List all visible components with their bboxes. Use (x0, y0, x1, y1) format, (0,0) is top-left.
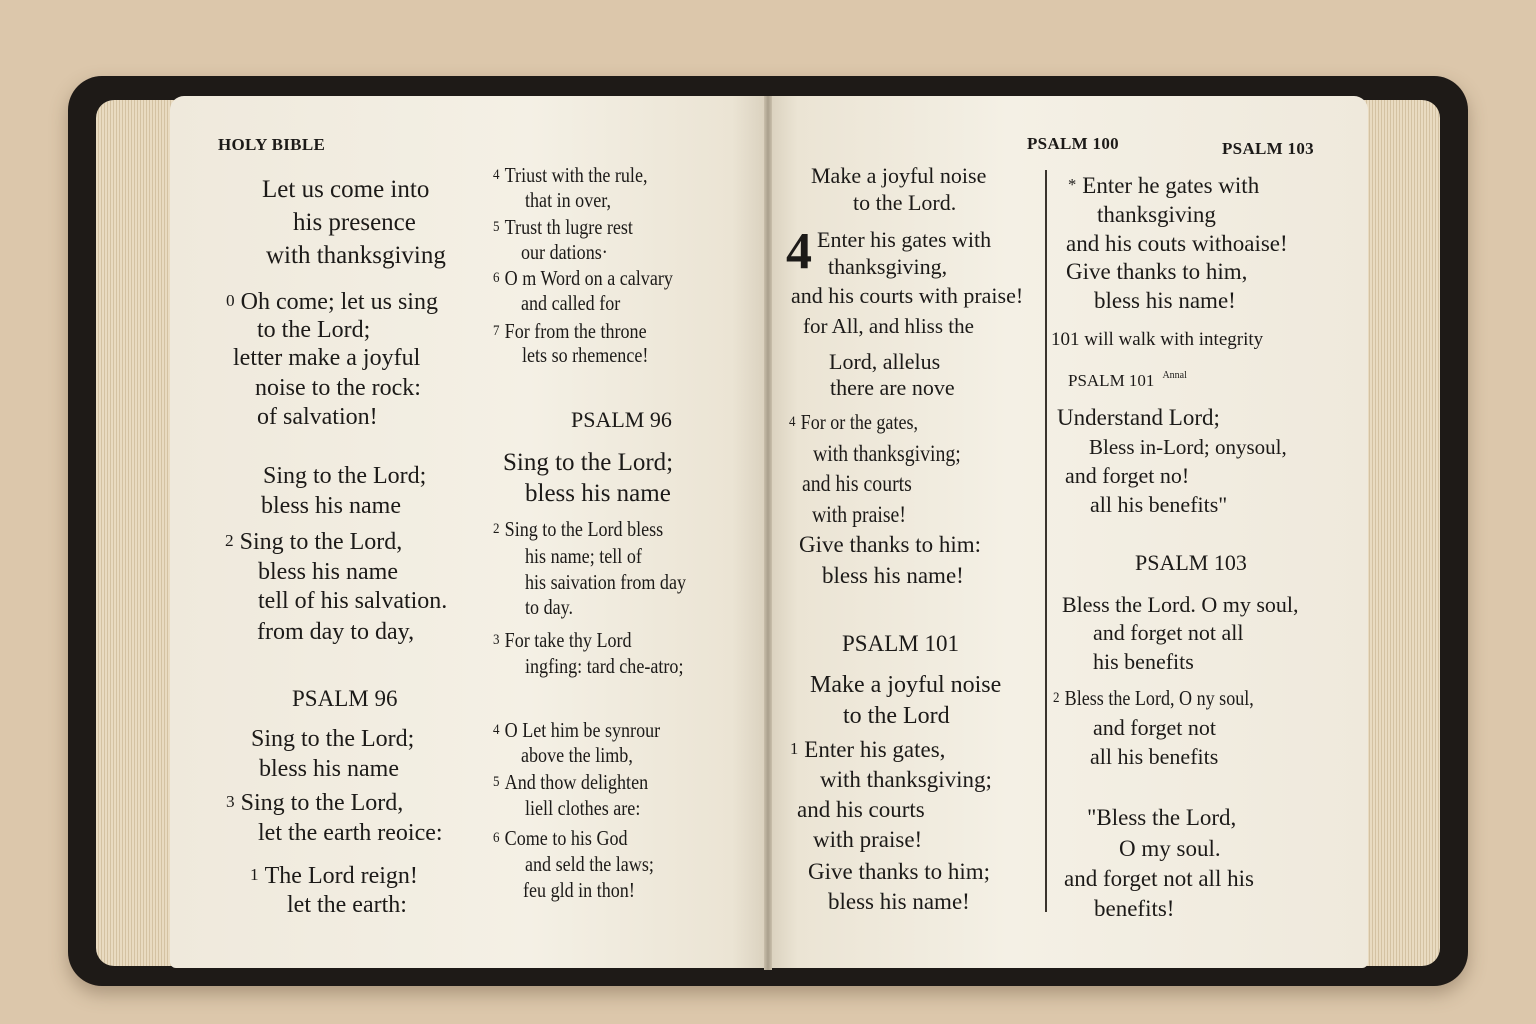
verse-text: Bless the Lord, O ny soul, (1064, 686, 1254, 710)
verse-line (525, 798, 640, 819)
verse-text: bless his name! (1094, 288, 1236, 313)
verse-text: Trust th lugre rest (504, 215, 633, 239)
verse-number: 1 (250, 864, 259, 884)
verse-text: let the earth: (287, 892, 407, 918)
verse-number: 3 (226, 791, 235, 811)
verse-number: * (1068, 174, 1077, 194)
verse-line (226, 791, 403, 815)
verse-text: Come to his God (504, 826, 628, 850)
verse-text: his saivation from day (525, 570, 687, 594)
verse-text: Enter his gates, (804, 737, 946, 762)
verse-text: all his benefits (1090, 744, 1219, 769)
verse-text: above the limb, (521, 743, 633, 767)
verse-text: Give thanks to him: (799, 532, 982, 557)
verse-text: Enter his gates with (817, 227, 992, 252)
verse-number: 0 (226, 290, 235, 310)
verse-line (503, 450, 673, 475)
verse-number: 3 (493, 631, 500, 648)
verse-line (1057, 406, 1220, 429)
verse-line (525, 572, 686, 593)
verse-line (523, 880, 635, 901)
verse-line (262, 177, 429, 202)
verse-line (817, 229, 991, 251)
verse-text: Sing to the Lord, (239, 529, 403, 555)
verse-line (258, 560, 398, 584)
verse-line (1051, 330, 1263, 349)
verse-line (1093, 622, 1244, 644)
verse-text: with thanksgiving; (813, 441, 961, 466)
verse-number: 5 (493, 218, 500, 235)
verse-number: 4 (493, 166, 500, 183)
verse-line (293, 210, 416, 235)
verse-number: 5 (493, 773, 500, 790)
verse-number: 7 (493, 322, 500, 339)
verse-line (790, 738, 945, 761)
heading-annotation: Annal (1162, 370, 1187, 381)
verse-text: Make a joyful noise (811, 163, 987, 188)
verse-text: noise to the rock: (255, 375, 421, 401)
verse-text: "Bless the Lord, (1087, 805, 1237, 830)
psalm-heading-text: PSALM 96 (292, 686, 398, 711)
verse-text: of salvation! (257, 404, 378, 430)
verse-text: from day to day, (257, 619, 415, 645)
verse-line (259, 757, 399, 781)
verse-line (820, 768, 992, 791)
verse-text: Triust with the rule, (504, 163, 648, 187)
verse-line (843, 704, 950, 728)
verse-text: Give thanks to him; (808, 859, 991, 884)
column-divider (1045, 170, 1047, 912)
verse-line (263, 464, 426, 488)
verse-text: Sing to the Lord; (251, 726, 415, 752)
verse-number: 6 (493, 269, 500, 286)
verse-text: bless his name (261, 493, 401, 519)
verse-line (493, 268, 673, 289)
verse-line (808, 860, 990, 883)
verse-text: let the earth reoice: (258, 820, 443, 846)
verse-text: 4 (786, 223, 812, 280)
verse-line (522, 345, 648, 366)
verse-text: Sing to the Lord; (503, 449, 674, 476)
verse-text: For from the throne (504, 319, 647, 343)
verse-text: bless his name (525, 480, 671, 507)
verse-line (287, 893, 407, 917)
running-header-psalm-100: PSALM 100 (1027, 134, 1119, 153)
verse-text: thanksgiving, (828, 254, 948, 279)
verse-line (1094, 289, 1236, 312)
verse-line (493, 772, 648, 793)
verse-line (828, 890, 970, 913)
verse-number: 2 (493, 520, 500, 537)
verse-text: and his courts (802, 471, 912, 496)
verse-text: ingfing: tard che-atro; (525, 654, 684, 678)
verse-line (1053, 688, 1254, 709)
psalm-heading-text: PSALM 103 (1135, 550, 1247, 575)
verse-text: bless his name (258, 559, 398, 585)
verse-text: liell clothes are: (525, 796, 641, 820)
verse-text: and forget no! (1065, 463, 1190, 488)
verse-text: The Lord reign! (264, 863, 418, 889)
psalm-heading (1068, 371, 1187, 389)
verse-line (493, 217, 633, 238)
verse-text: all his benefits" (1090, 492, 1228, 517)
verse-line (799, 533, 981, 556)
verse-line (791, 285, 1023, 307)
verse-text: to the Lord; (257, 317, 371, 343)
verse-line (797, 798, 925, 821)
verse-text: Make a joyful noise (810, 672, 1002, 698)
verse-text: his benefits (1093, 649, 1194, 674)
verse-text: and his courts with praise! (791, 283, 1024, 308)
verse-line (1093, 717, 1216, 739)
verse-text: O my soul. (1119, 836, 1221, 861)
verse-line (493, 630, 632, 651)
verse-text: our dations· (521, 240, 608, 264)
verse-text: O Let him be synrour (504, 718, 661, 742)
verse-line (1068, 174, 1259, 197)
verse-line (1097, 203, 1216, 226)
verse-line (261, 494, 401, 518)
verse-text: thanksgiving (1097, 202, 1216, 227)
verse-line (257, 318, 370, 342)
verse-number: 6 (493, 829, 500, 846)
verse-text: feu gld in thon! (523, 878, 635, 902)
verse-line (525, 546, 642, 567)
verse-line (233, 346, 420, 370)
verse-number: 2 (1053, 689, 1060, 706)
verse-text: Bless in-Lord; onysoul, (1089, 435, 1287, 459)
verse-text: Understand Lord; (1057, 405, 1220, 430)
verse-text: bless his name (259, 756, 399, 782)
verse-line (258, 821, 443, 845)
verse-line (810, 673, 1001, 697)
verse-line (1093, 651, 1194, 673)
running-header-psalm-103: PSALM 103 (1222, 139, 1314, 158)
verse-text: Enter he gates with (1082, 173, 1260, 198)
verse-text: his presence (293, 209, 416, 236)
verse-line (493, 828, 628, 849)
verse-line (853, 192, 956, 214)
verse-line (525, 481, 671, 506)
verse-line (493, 720, 660, 741)
psalm-heading (842, 632, 959, 655)
verse-text: with thanksgiving (266, 242, 446, 269)
verse-line (789, 412, 918, 433)
verse-line (493, 519, 663, 540)
verse-line (525, 190, 611, 211)
verse-line (813, 442, 961, 465)
verse-line (1090, 746, 1218, 768)
verse-line (257, 620, 414, 644)
verse-text: 101 will walk with integrity (1051, 329, 1264, 350)
verse-line (830, 377, 955, 399)
verse-line (266, 243, 446, 268)
verse-text: for All, and hliss the (803, 314, 974, 338)
verse-number: 1 (790, 738, 799, 758)
running-header-left: HOLY BIBLE (218, 135, 326, 154)
verse-line (812, 503, 906, 526)
verse-line (493, 321, 647, 342)
verse-text: Sing to the Lord, (240, 790, 404, 816)
verse-text: and his couts withoaise! (1066, 231, 1288, 256)
verse-drop-numeral (786, 223, 812, 280)
verse-line (521, 745, 633, 766)
verse-line (255, 376, 421, 400)
verse-text: Lord, allelus (829, 349, 941, 374)
psalm-heading-text: PSALM 96 (571, 407, 672, 432)
psalm-heading (571, 409, 672, 431)
verse-line (525, 854, 654, 875)
verse-line (802, 472, 912, 495)
verse-text: bless his name! (828, 889, 970, 914)
verse-line (521, 242, 608, 263)
psalm-heading (1135, 552, 1247, 574)
verse-text: and forget not all his (1064, 866, 1254, 891)
verse-line (257, 405, 378, 429)
verse-text: Give thanks to him, (1066, 259, 1248, 284)
verse-line (1087, 806, 1236, 829)
verse-line (828, 256, 947, 278)
verse-text: with thanksgiving; (820, 767, 992, 792)
verse-text: For take thy Lord (504, 628, 632, 652)
verse-line (1065, 465, 1189, 487)
verse-text: to day. (525, 595, 573, 619)
book-gutter (764, 96, 772, 970)
verse-line (1066, 260, 1247, 283)
verse-line (250, 864, 418, 888)
verse-text: to the Lord. (853, 190, 957, 215)
verse-line (226, 290, 438, 314)
verse-number: 4 (789, 413, 796, 430)
verse-text: letter make a joyful (233, 345, 421, 371)
psalm-heading (292, 687, 397, 710)
verse-text: O m Word on a calvary (504, 266, 673, 290)
verse-line (1090, 494, 1227, 516)
verse-line (829, 351, 940, 373)
verse-number: 2 (225, 530, 234, 550)
verse-line (811, 165, 986, 187)
verse-line (521, 293, 620, 314)
verse-text: benefits! (1094, 896, 1175, 921)
psalm-heading-text: PSALM 101 (842, 631, 959, 656)
verse-line (803, 316, 974, 337)
verse-line (525, 656, 683, 677)
verse-text: Sing to the Lord bless (504, 517, 664, 541)
verse-text: that in over, (525, 188, 612, 212)
verse-line (258, 589, 447, 613)
verse-line (822, 564, 964, 587)
verse-text: there are nove (830, 375, 955, 400)
verse-text: and forget not all (1093, 620, 1244, 645)
verse-number: 4 (493, 721, 500, 738)
verse-text: with praise! (813, 827, 923, 852)
verse-text: and seld the laws; (525, 852, 654, 876)
verse-text: Sing to the Lord; (263, 463, 427, 489)
verse-line (1094, 897, 1174, 920)
verse-text: And thow delighten (504, 770, 649, 794)
verse-text: and his courts (797, 797, 925, 822)
verse-text: his name; tell of (525, 544, 642, 568)
verse-line (251, 727, 414, 751)
verse-text: Bless the Lord. O my soul, (1062, 592, 1299, 617)
verse-text: For or the gates, (800, 410, 919, 434)
psalm-heading-text: PSALM 101 (1068, 371, 1155, 390)
verse-text: with praise! (812, 502, 906, 527)
verse-line (1062, 594, 1299, 616)
verse-line (1066, 232, 1288, 255)
verse-text: bless his name! (822, 563, 964, 588)
verse-text: lets so rhemence! (522, 343, 649, 367)
verse-line (813, 828, 922, 851)
verse-line (525, 597, 573, 618)
verse-text: Oh come; let us sing (240, 289, 438, 315)
verse-text: and forget not (1093, 715, 1217, 740)
verse-line (493, 165, 647, 186)
verse-text: Let us come into (262, 176, 430, 203)
verse-text: tell of his salvation. (258, 588, 448, 614)
verse-text: to the Lord (843, 703, 950, 729)
verse-line (1089, 437, 1287, 458)
verse-line (1064, 867, 1254, 890)
verse-text: and called for (521, 291, 621, 315)
verse-line (225, 530, 402, 554)
verse-line (1119, 837, 1221, 860)
